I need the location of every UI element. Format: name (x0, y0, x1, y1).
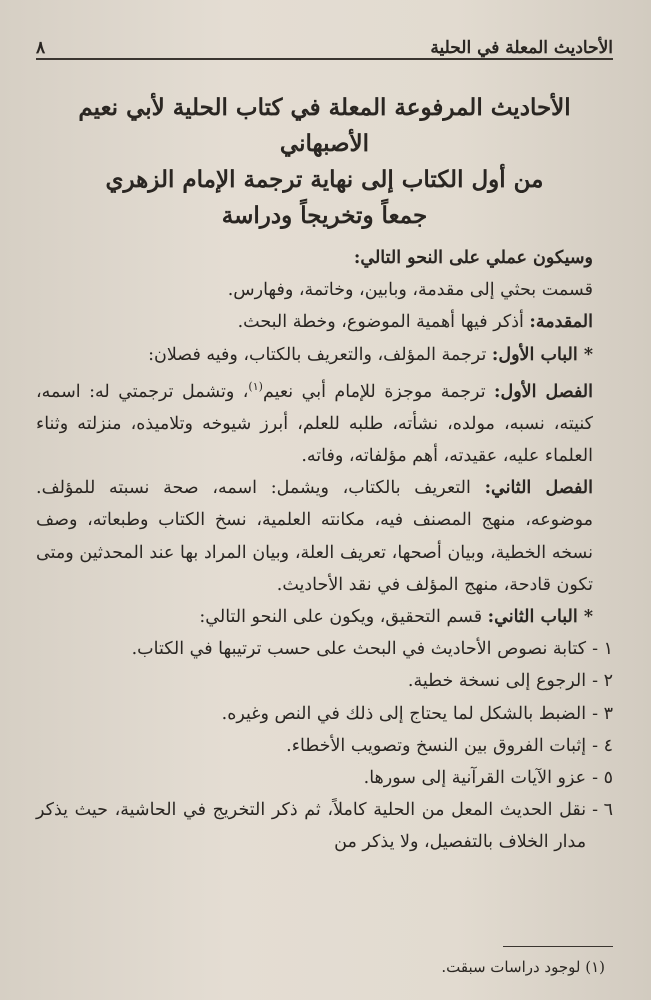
chapter-title (36, 90, 613, 234)
list-item-text: نقل الحديث المعل من الحلية كاملاً، ثم ذكر التخريج في الحاشية، حيث يذكر مدار الخلاف بالتفصيل، ولا يذكر من (36, 800, 587, 853)
running-header (36, 0, 613, 60)
section-one-paragraph (36, 371, 613, 472)
list-item (36, 762, 613, 794)
title-line-2: من أول الكتاب إلى نهاية ترجمة الإمام الزهري (105, 166, 544, 193)
list-item-number: ٢ - (592, 671, 613, 692)
title-line-1: الأحاديث المرفوعة المعلة في كتاب الحلية لأبي نعيم الأصبهاني (78, 94, 571, 157)
list-item (36, 730, 613, 762)
list-item-text: إثبات الفروق بين النسخ وتصويب الأخطاء. (286, 735, 587, 756)
part-two-paragraph (36, 601, 613, 633)
section-two-label: الفصل الثاني: (484, 478, 593, 499)
list-item (36, 633, 613, 665)
list-item-number: ٦ - (592, 800, 613, 821)
section-one-text-b: ، وتشمل ترجمتي له: اسمه، كنيته، نسبه، مولده، نشأته، طلبه للعلم، أبرز شيوخه وتلاميذه، منزلته وثناء العلماء عليه، عقيدته، أهم مؤلفاته، وفاته. (36, 381, 593, 467)
footnote-divider (503, 946, 613, 947)
part-two-text: قسم التحقيق، ويكون على النحو التالي: (199, 607, 488, 628)
list-item-number: ٤ - (592, 735, 613, 756)
section-one-label: الفصل الأول: (494, 381, 593, 402)
introduction-paragraph (36, 306, 613, 338)
division-line: قسمت بحثي إلى مقدمة، وبابين، وخاتمة، وفهارس. (227, 280, 593, 301)
list-item-number: ١ - (592, 639, 613, 660)
list-item-text: كتابة نصوص الأحاديث في البحث على حسب ترتيبها في الكتاب. (131, 639, 587, 660)
list-item (36, 698, 613, 730)
list-item-text: عزو الآيات القرآنية إلى سورها. (363, 768, 587, 789)
list-item-number: ٣ - (592, 703, 613, 724)
part-one-label: * الباب الأول: (491, 344, 593, 365)
title-line-3: جمعاً وتخريجاً ودراسة (221, 202, 428, 229)
intro-line: وسيكون عملي على النحو التالي: (353, 248, 593, 268)
section-two-paragraph (36, 472, 613, 601)
body-text (36, 242, 613, 859)
list-item-number: ٥ - (592, 768, 613, 789)
page-number: ٨ (36, 38, 46, 58)
footnote-marker: (١) (248, 379, 263, 393)
list-item-text: الضبط بالشكل لما يحتاج إلى ذلك في النص وغيره. (221, 703, 587, 724)
introduction-text: أذكر فيها أهمية الموضوع، وخطة البحث. (237, 312, 530, 333)
introduction-label: المقدمة: (529, 312, 593, 333)
footnote: (١) لوجود دراسات سبقت. (441, 958, 605, 976)
part-one-paragraph (36, 339, 613, 371)
list-item-text: الرجوع إلى نسخة خطية. (407, 671, 587, 692)
section-two-text: التعريف بالكتاب، ويشمل: اسمه، صحة نسبته للمؤلف. موضوعه، منهج المصنف فيه، مكانته العلمية، نسخ الكتاب وطبعاته، وصف نسخه الخطية، وبيان أصحها، تعريف العلة، وبيان المراد بها عند المحدثين ومتى تكون قادحة، منهج المؤلف في نقد الأحاديث. (36, 478, 593, 595)
section-one-text-a: ترجمة موجزة للإمام أبي نعيم (262, 381, 495, 402)
part-two-label: * الباب الثاني: (487, 607, 593, 628)
running-title: الأحاديث المعلة في الحلية (430, 38, 613, 58)
list-item (36, 794, 613, 858)
part-one-text: ترجمة المؤلف، والتعريف بالكتاب، وفيه فصلان: (148, 344, 492, 365)
list-item (36, 665, 613, 697)
